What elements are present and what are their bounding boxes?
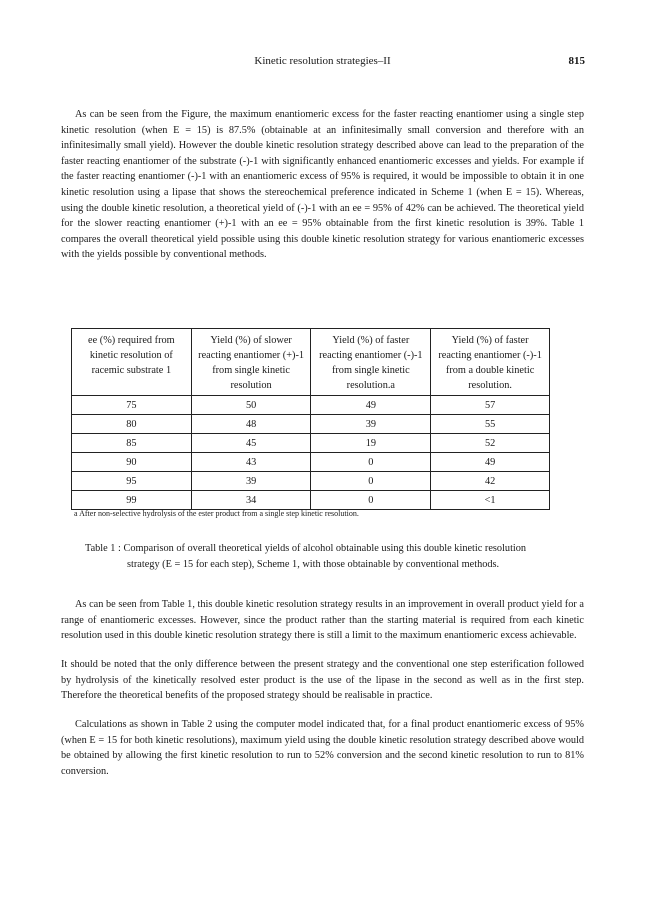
table-row <box>72 491 550 510</box>
paragraph-table-discussion <box>61 597 584 644</box>
table-cell: 80 <box>72 415 192 434</box>
table-header-row <box>72 329 550 396</box>
table-caption <box>85 541 565 573</box>
paragraph-figure-discussion <box>61 107 584 263</box>
table-cell: 48 <box>191 415 311 434</box>
table-cell: 99 <box>72 491 192 510</box>
paragraph-calculations <box>61 717 584 779</box>
table-row <box>72 396 550 415</box>
table-cell: 95 <box>72 472 192 491</box>
table-cell: 0 <box>311 453 431 472</box>
table-row <box>72 472 550 491</box>
caption-line-1: Table 1 : Comparison of overall theoretical yields of alcohol obtainable using this double kinetic resolution <box>85 543 527 554</box>
table-row <box>72 434 550 453</box>
table-cell: 42 <box>431 472 550 491</box>
table-cell: 55 <box>431 415 550 434</box>
paragraph-text: As can be seen from the Figure, the maximum enantiomeric excess for the faster reacting enantiomer using a single step kinetic resolution (when E = 15) is 87.5% (obtainable at an infinitesimally small conversion and therefore with an infinitesimally small yield). However the double kinetic resolution strategy described above can lead to the preparation of the faster reacting enantiomer of the substrate (-)-1 with significantly enhanced enantiomeric excesses and yields. For example if the faster reacting enantiomer (-)-1 with an enantiomeric excess of 95% is required, it would be impossible to obtain it in one kinetic resolution using a lipase that shows the stereochemical preference indicated in Scheme 1 (when E = 15). Whereas, using the double kinetic resolution, a theoretical yield of (-)-1 with an ee = 95% of 42% can be achieved. The theoretical yield for the slower reacting enantiomer (+)-1 with an ee = 95% obtainable from the first kinetic resolution is 39%. Table 1 compares the overall theoretical yield possible using this double kinetic resolution strategy for various enantiomeric excesses with the yields possible by conventional methods. <box>61 109 584 261</box>
table-cell: 0 <box>311 472 431 491</box>
column-header-slower-yield: Yield (%) of slower reacting enantiomer (+)-1 from single kinetic resolution <box>191 329 311 396</box>
column-header-faster-double-yield: Yield (%) of faster reacting enantiomer (-)-1 from a double kinetic resolution. <box>431 329 550 396</box>
paragraph-strategy-note <box>61 657 584 704</box>
table-cell: 85 <box>72 434 192 453</box>
running-title: Kinetic resolution strategies–II <box>254 55 391 67</box>
table-row <box>72 415 550 434</box>
table-cell: 34 <box>191 491 311 510</box>
caption-line-2: strategy (E = 15 for each step), Scheme 1, with those obtainable by conventional methods. <box>127 559 500 570</box>
table-cell: 49 <box>311 396 431 415</box>
table-cell: 52 <box>431 434 550 453</box>
yield-comparison-table <box>71 328 550 510</box>
table-cell: <1 <box>431 491 550 510</box>
table-cell: 50 <box>191 396 311 415</box>
column-header-ee: ee (%) required from kinetic resolution of racemic substrate 1 <box>72 329 192 396</box>
table-cell: 39 <box>311 415 431 434</box>
table-cell: 75 <box>72 396 192 415</box>
paragraph-text: It should be noted that the only difference between the present strategy and the conventional one step esterification followed by hydrolysis of the kinetically resolved ester product is the use of the lipase in the second as well as in the first step. Therefore the theoretical benefits of the proposed strategy should be realisable in practice. <box>61 659 584 702</box>
paragraph-text: Calculations as shown in Table 2 using the computer model indicated that, for a final product enantiomeric excess of 95% (when E = 15 for both kinetic resolutions), maximum yield using the double kinetic resolution strategy described above would be obtained by allowing the first kinetic resolution to run to 52% conversion and the second kinetic resolution to run to 81% conversion. <box>61 719 584 777</box>
table-row <box>72 453 550 472</box>
table-cell: 19 <box>311 434 431 453</box>
paragraph-text: As can be seen from Table 1, this double kinetic resolution strategy results in an improvement in overall product yield for a range of enantiomeric excesses. However, since the product rather than the starting material is required from each kinetic resolution used in this double kinetic resolution strategy there is still a limit to the maximum enantiomeric excess achievable. <box>61 599 584 642</box>
table-cell: 39 <box>191 472 311 491</box>
table-cell: 45 <box>191 434 311 453</box>
page-number: 815 <box>568 55 585 67</box>
column-header-faster-single-yield: Yield (%) of faster reacting enantiomer (-)-1 from single kinetic resolution.a <box>311 329 431 396</box>
table-cell: 57 <box>431 396 550 415</box>
table-cell: 43 <box>191 453 311 472</box>
table-cell: 90 <box>72 453 192 472</box>
table-footnote: a After non-selective hydrolysis of the ester product from a single step kinetic resolution. <box>74 509 359 518</box>
running-header <box>60 55 585 71</box>
table-cell: 49 <box>431 453 550 472</box>
table-cell: 0 <box>311 491 431 510</box>
